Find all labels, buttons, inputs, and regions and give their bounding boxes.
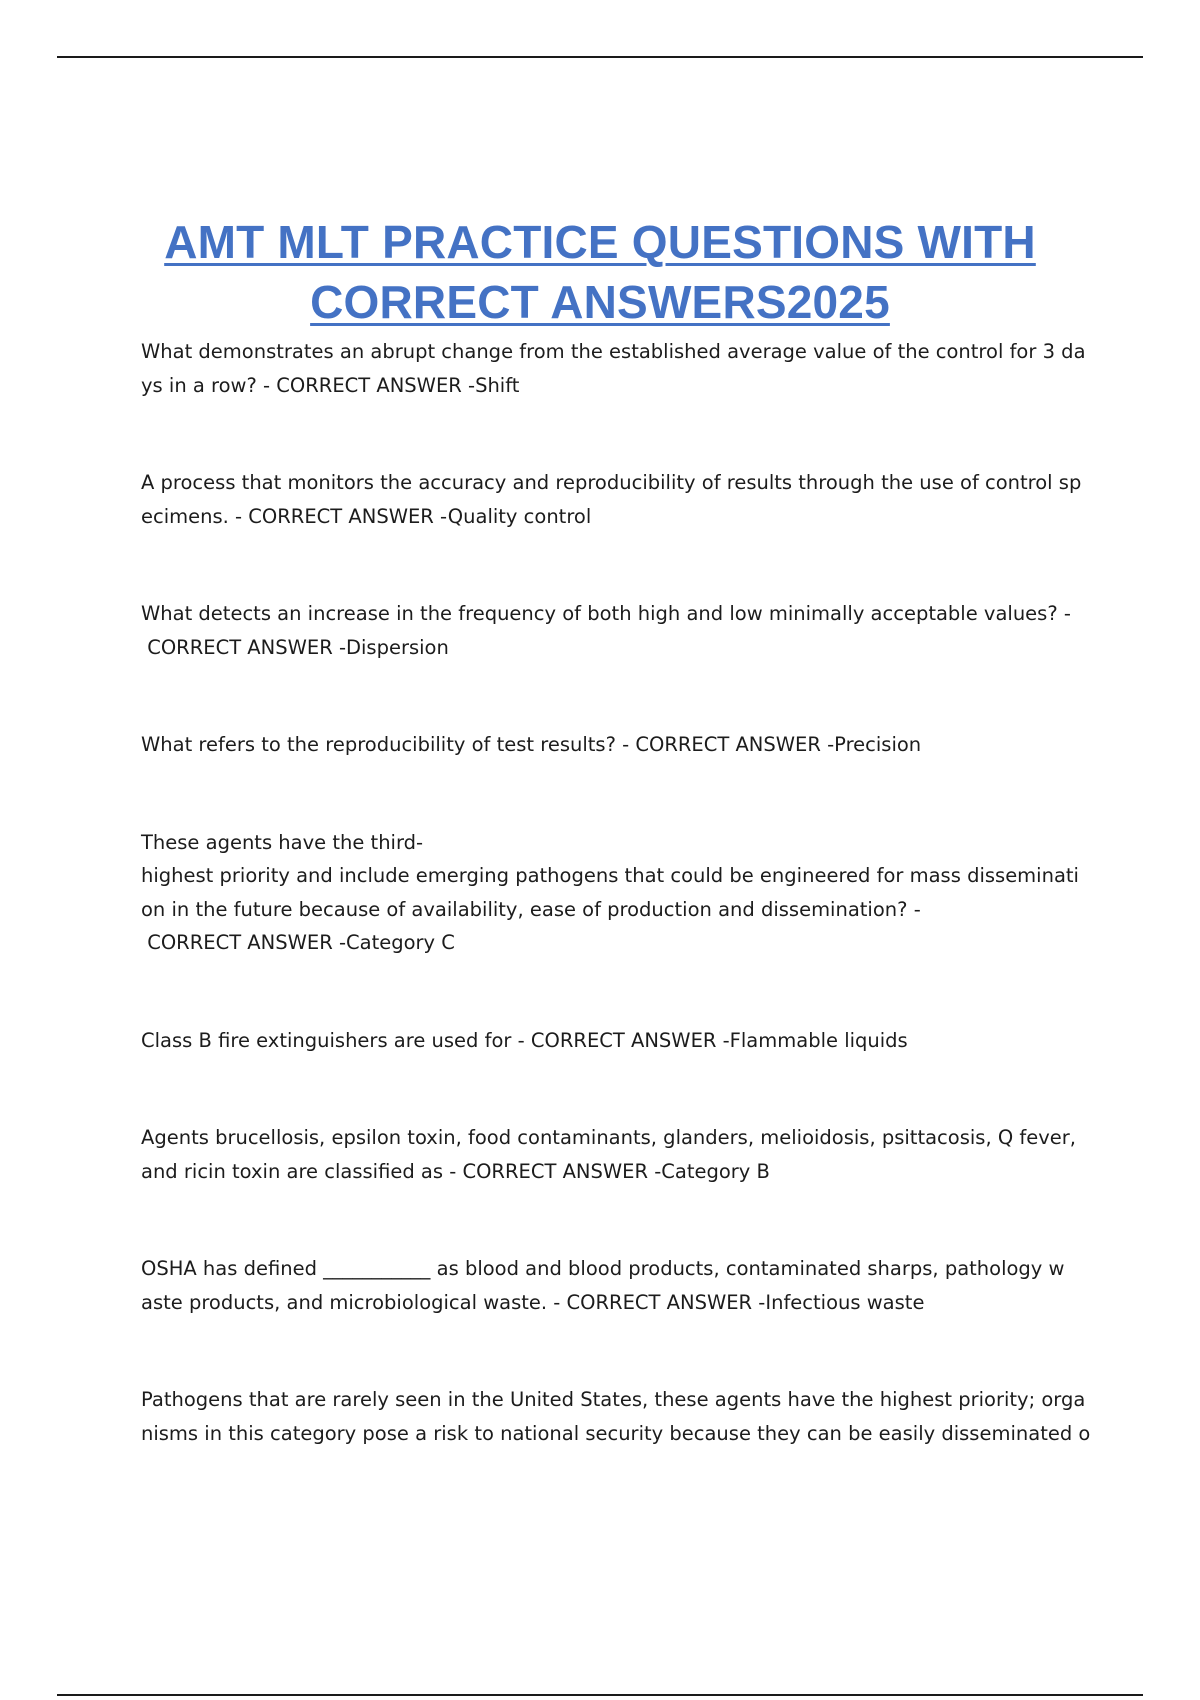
qa-line: Agents brucellosis, epsilon toxin, food contaminants, glanders, melioidosis, psittacosis, Q fever, (141, 1126, 1077, 1149)
document-title (100, 212, 1100, 332)
qa-line: Pathogens that are rarely seen in the United States, these agents have the highest priority; orga (141, 1388, 1086, 1411)
qa-line: ecimens. - CORRECT ANSWER -Quality control (141, 504, 592, 528)
qa-item-2 (141, 466, 1082, 533)
qa-item-8 (141, 1252, 1066, 1319)
bottom-rule (57, 1694, 1143, 1696)
title-line-2: CORRECT ANSWERS2025 (310, 276, 890, 328)
qa-item-9 (141, 1383, 1091, 1450)
qa-item-5 (141, 826, 1079, 960)
qa-line: What detects an increase in the frequency of both high and low minimally acceptable values? - (141, 602, 1071, 625)
qa-item-6 (141, 1024, 1066, 1058)
qa-line: Class B fire extinguishers are used for - CORRECT ANSWER -Flammable liquids (141, 1028, 908, 1052)
qa-line: CORRECT ANSWER -Category C (141, 931, 455, 954)
qa-line: highest priority and include emerging pathogens that could be engineered for mass disseminati (141, 864, 1079, 887)
top-rule (57, 56, 1143, 58)
qa-item-4 (141, 728, 1066, 762)
qa-item-1 (141, 335, 1086, 402)
qa-line: ys in a row? - CORRECT ANSWER -Shift (141, 373, 520, 397)
qa-item-7 (141, 1121, 1077, 1188)
qa-list (141, 335, 1091, 1450)
qa-line: What refers to the reproducibility of test results? - CORRECT ANSWER -Precision (141, 733, 922, 756)
qa-line: and ricin toxin are classified as - CORRECT ANSWER -Category B (141, 1159, 770, 1183)
qa-item-3 (141, 597, 1071, 664)
qa-line: What demonstrates an abrupt change from the established average value of the control for 3 da (141, 340, 1086, 363)
qa-line: OSHA has defined ___________ as blood and blood products, contaminated sharps, pathology w (141, 1257, 1065, 1280)
qa-line: nisms in this category pose a risk to national security because they can be easily disseminated o (141, 1421, 1091, 1445)
qa-line: on in the future because of availability, ease of production and dissemination? - (141, 897, 921, 921)
qa-line: These agents have the third- (141, 830, 424, 854)
title-line-1: AMT MLT PRACTICE QUESTIONS WITH (164, 216, 1036, 268)
qa-line: aste products, and microbiological waste. - CORRECT ANSWER -Infectious waste (141, 1290, 925, 1314)
qa-line: A process that monitors the accuracy and reproducibility of results through the use of control sp (141, 471, 1082, 494)
qa-line: CORRECT ANSWER -Dispersion (141, 635, 449, 659)
